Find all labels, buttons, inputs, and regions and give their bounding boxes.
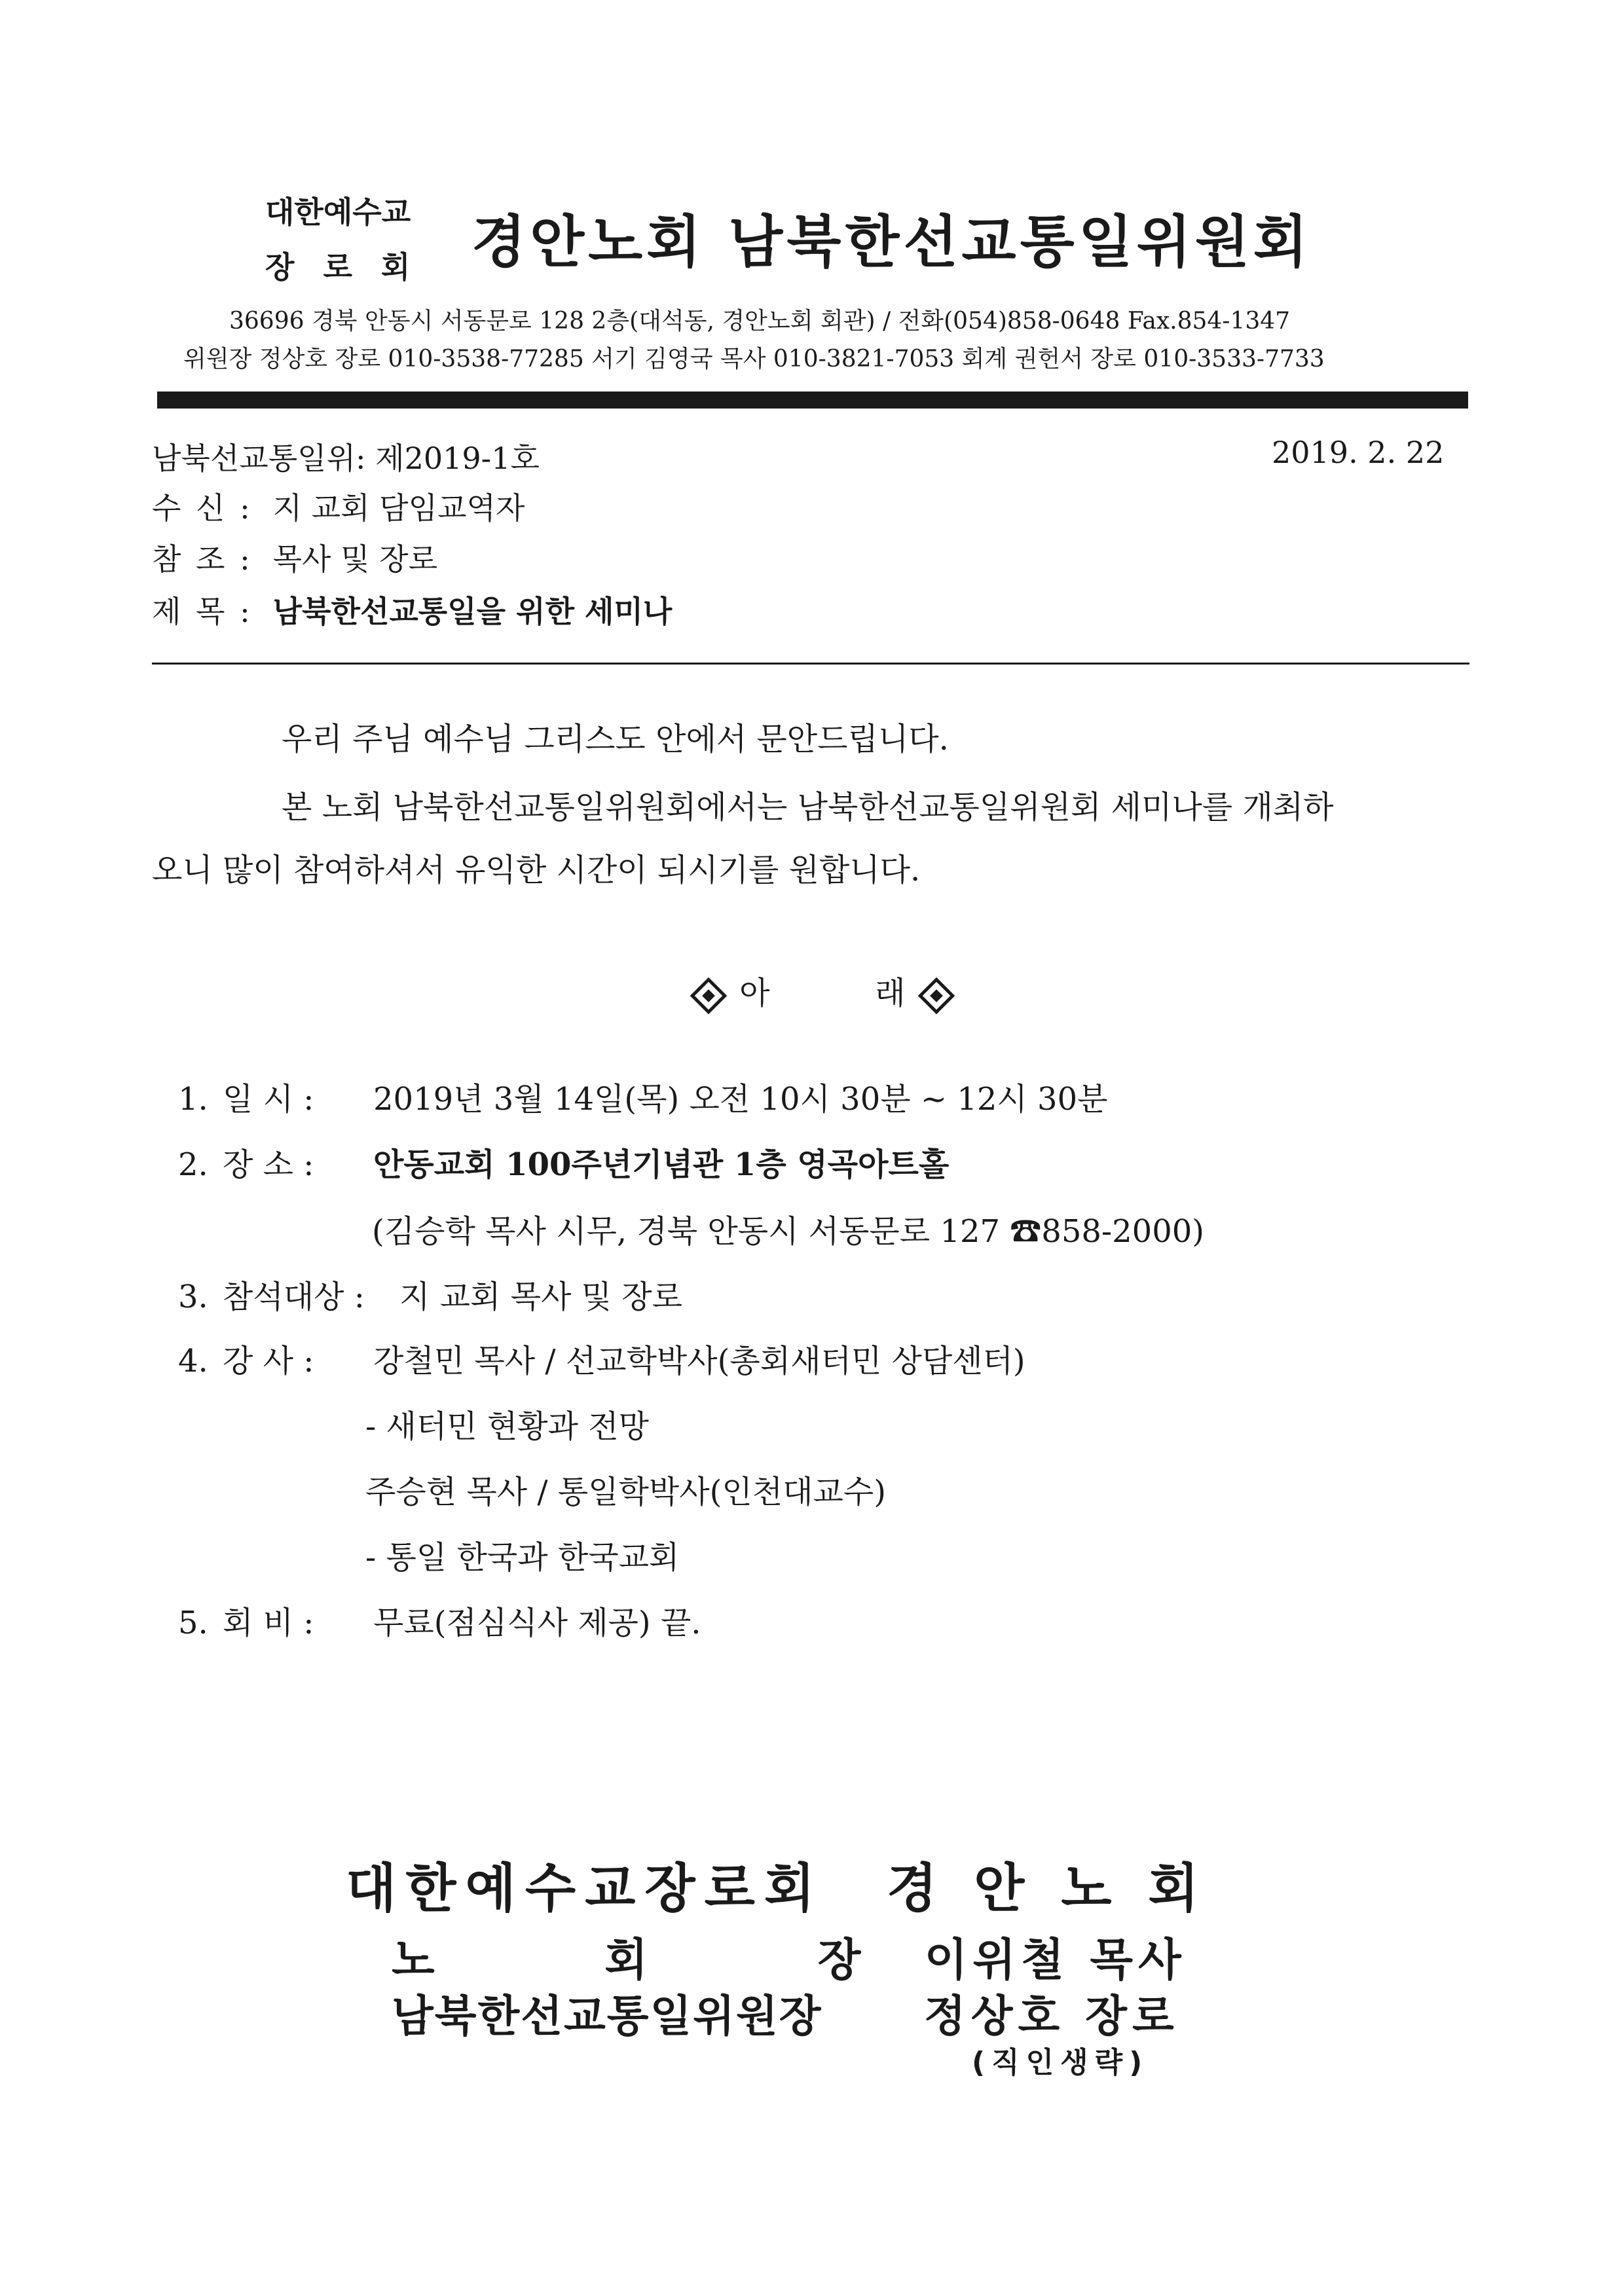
signature-moderator-title: 노 회 장 (392, 1935, 938, 1986)
item-value: 2019년 3월 14일(목) 오전 10시 30분 ~ 12시 30분 (373, 1081, 1108, 1118)
seal-omitted-note: (직인생략) (972, 2046, 1149, 2079)
signature-line3 (392, 1981, 1179, 2043)
header-contacts: 위원장 정상호 장로 010-3538-77285 서기 김영국 목사 010-3821-7053 회계 권헌서 장로 010-3533-7733 (183, 346, 1325, 373)
item-label: 장 소 : (223, 1146, 314, 1183)
recipient-value: 지 교회 담임교역자 (272, 490, 525, 526)
reference-value: 목사 및 장로 (272, 541, 438, 577)
item-value: 강철민 목사 / 선교학박사(총회새터민 상담센터) (373, 1343, 1025, 1379)
item-number: 5. (178, 1605, 208, 1641)
item-number: 3. (178, 1279, 208, 1315)
item-fee (178, 1597, 701, 1643)
item-speaker2-topic (365, 1532, 679, 1577)
notice-heading (688, 968, 957, 1013)
doc-date: 2019. 2. 22 (1272, 435, 1445, 470)
item-value: 지 교회 목사 및 장로 (399, 1279, 682, 1315)
item-speaker1-topic (365, 1401, 649, 1446)
meta-divider (152, 663, 1469, 665)
item-value: 주승현 목사 / 통일학박사(인천대교수) (365, 1474, 886, 1510)
notice-heading-left: 아 (739, 975, 770, 1011)
item-attendees (178, 1271, 682, 1317)
item-label: 일 시 : (223, 1081, 314, 1118)
item-label: 회 비 : (223, 1605, 314, 1641)
item-label: 참석대상 : (223, 1279, 365, 1315)
item-value: 안동교회 100주년기념관 1층 영곡아트홀 (373, 1146, 950, 1183)
item-label: 강 사 : (223, 1343, 314, 1379)
item-value: - 통일 한국과 한국교회 (365, 1539, 680, 1576)
header-address: 36696 경북 안동시 서동문로 128 2층(대석동, 경안노회 회관) / 전화(054)858-0648 Fax.854-1347 (229, 308, 1291, 335)
notice-heading-right: 래 (875, 975, 906, 1011)
body-paragraph-line2: 오니 많이 참여하셔서 유익한 시간이 되시기를 원합니다. (152, 852, 921, 888)
recipient-row (152, 484, 525, 528)
item-speakers (178, 1336, 1025, 1381)
item-number: 1. (178, 1081, 208, 1118)
subject-value: 남북한선교통일을 위한 세미나 (272, 594, 673, 629)
signature-chair-name: 정상호 장로 (923, 1991, 1179, 2041)
org-left-line1: 대한예수교 (265, 194, 411, 230)
item-place-detail (372, 1206, 1204, 1251)
greeting: 우리 주님 예수님 그리스도 안에서 문안드립니다. (282, 721, 949, 757)
recipient-label: 수 신 : (152, 490, 253, 526)
org-title: 경안노회 남북한선교통일위원회 (471, 210, 1312, 275)
item-value: 무료(점심식사 제공) 끝. (373, 1605, 701, 1641)
signature-line2 (392, 1925, 1187, 1988)
subject-row (152, 588, 672, 631)
reference-row (152, 536, 437, 579)
signature-org: 대한예수교장로회 (346, 1858, 824, 1919)
item-place (178, 1139, 949, 1184)
subject-label: 제 목 : (152, 594, 253, 629)
item-number: 4. (178, 1343, 208, 1379)
item-date (178, 1074, 1108, 1119)
org-left-line2: 장 로 회 (265, 249, 420, 285)
reference-label: 참 조 : (152, 541, 253, 577)
signature-presbytery: 경 안 노 회 (886, 1858, 1208, 1919)
signature-chair-title: 남북한선교통일위원장 (392, 1991, 822, 2041)
signature-moderator-name: 이위철 목사 (924, 1935, 1187, 1986)
diamond-icon-right (918, 977, 955, 1014)
header-divider (157, 392, 1468, 409)
signature-line1 (346, 1846, 1208, 1922)
body-paragraph-line1: 본 노회 남북한선교통일위원회에서는 남북한선교통일위원회 세미나를 개최하 (282, 789, 1334, 826)
doc-number: 남북선교통일위: 제2019-1호 (152, 441, 540, 476)
item-value: (김승학 목사 시무, 경북 안동시 서동문로 127 ☎858-2000) (372, 1213, 1205, 1250)
item-number: 2. (178, 1146, 208, 1183)
item-value: - 새터민 현황과 전망 (365, 1408, 649, 1445)
diamond-icon-left (690, 977, 728, 1014)
item-speaker2 (365, 1467, 886, 1512)
